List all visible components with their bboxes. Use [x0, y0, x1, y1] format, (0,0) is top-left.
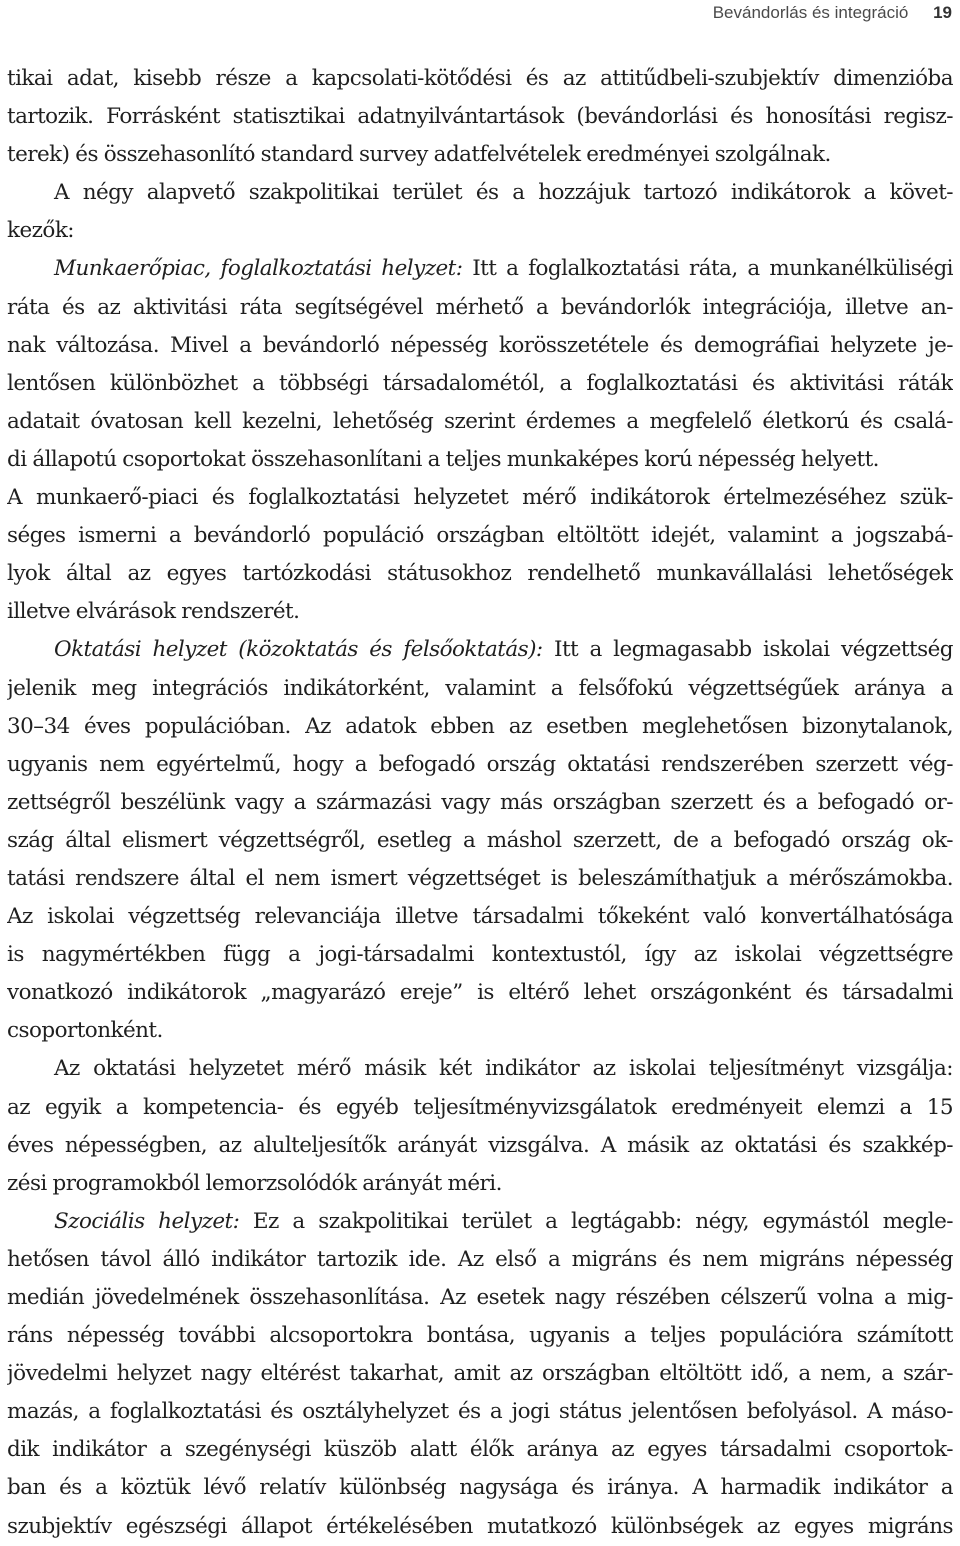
page-number: 19 — [933, 3, 952, 22]
text-line — [7, 1355, 953, 1393]
section-heading-italic: Munkaerőpiac, foglalkoztatási helyzet: — [54, 256, 463, 282]
line-text: vonatkozó indikátorok „magyarázó ereje” is eltérő lehet országonként és társadalmi — [7, 980, 953, 1006]
text-line — [7, 1469, 953, 1507]
line-text: ráta és az aktivitási ráta segítségével mérhető a bevándorlók integrációja, illetve an- — [7, 294, 953, 320]
line-text: ugyanis nem egyértelmű, hogy a befogadó ország oktatási rendszerében szerzett vég- — [7, 751, 953, 777]
line-text: nak változása. Mivel a bevándorló népesség korösszetétele és demográfiai helyzete je- — [7, 332, 953, 358]
line-text: jövedelmi helyzet nagy eltérést takarhat, amit az országban eltöltött idő, a nem, a szár- — [7, 1361, 953, 1387]
line-text: jelenik meg integrációs indikátorként, valamint a felsőfokú végzettségűek aránya a — [7, 675, 953, 701]
line-text: zettségről beszélünk vagy a származási vagy más országban szerzett és a befogadó or- — [7, 789, 953, 815]
line-text: csoportonként. — [7, 1018, 163, 1044]
text-line — [7, 1508, 953, 1546]
section-heading-italic: Oktatási helyzet (közoktatás és felsőoktatás): — [54, 637, 543, 663]
text-line — [7, 365, 953, 403]
line-text: Az oktatási helyzetet mérő másik két indikátor az iskolai teljesítményt vizsgálja: — [54, 1056, 953, 1082]
text-line — [7, 974, 953, 1012]
line-text: mazás, a foglalkoztatási és osztályhelyzet és a jogi státus jelentősen befolyásol. A máso- — [7, 1399, 953, 1425]
text-line — [7, 441, 953, 479]
text-line — [7, 860, 953, 898]
text-line — [7, 593, 953, 631]
text-line — [7, 784, 953, 822]
line-text: di állapotú csoportokat összehasonlítani a teljes munkaképes korú népesség helyett. — [7, 446, 879, 472]
text-line — [7, 289, 953, 327]
line-text: éves népességben, az alulteljesítők arányát vizsgálva. A másik az oktatási és szakkép- — [7, 1132, 953, 1158]
line-text: terek) és összehasonlító standard survey adatfelvételek eredményei szolgálnak. — [7, 142, 831, 168]
line-text: lyok által az egyes tartózkodási státusokhoz rendelhető munkavállalási lehetőségek — [7, 561, 953, 587]
line-text: zési programokból lemorzsolódók arányát méri. — [7, 1170, 502, 1196]
line-text: is nagymértékben függ a jogi-társadalmi kontextustól, így az iskolai végzettségre — [7, 942, 953, 968]
text-line — [7, 174, 953, 212]
line-text: hetősen távol álló indikátor tartozik ide. Az első a migráns és nem migráns népesség — [7, 1246, 953, 1272]
line-text: ráns népesség további alcsoportokra bontása, ugyanis a teljes populációra számított — [7, 1323, 953, 1349]
line-text: adatait óvatosan kell kezelni, lehetőség szerint érdemes a megfelelő életkorú és csalá- — [7, 408, 953, 434]
line-text: Itt a legmagasabb iskolai végzettség — [542, 637, 953, 663]
text-line — [7, 708, 953, 746]
text-line — [7, 403, 953, 441]
text-line — [7, 822, 953, 860]
line-text: Itt a foglalkoztatási ráta, a munkanélküliségi — [462, 256, 953, 282]
line-text: illetve elvárások rendszerét. — [7, 599, 300, 625]
line-text: szubjektív egészségi állapot értékelésében mutatkozó különbségek az egyes migráns — [7, 1513, 953, 1539]
text-line — [7, 1241, 953, 1279]
text-line — [7, 936, 953, 974]
line-text: 30–34 éves populációban. Az adatok ebben az esetben meglehetősen bizonytalanok, — [7, 713, 953, 739]
text-line — [7, 479, 953, 517]
line-text: tartozik. Forrásként statisztikai adatnyilvántartások (bevándorlási és honosítási regisz- — [7, 104, 953, 130]
text-line — [7, 1165, 953, 1203]
text-line — [7, 555, 953, 593]
section-heading-italic: Szociális helyzet: — [54, 1208, 240, 1234]
line-text: Ez a szakpolitikai terület a legtágabb: négy, egymástól megle- — [239, 1208, 953, 1234]
line-text: kezők: — [7, 218, 74, 244]
line-text: szág által elismert végzettségről, esetleg a máshol szerzett, de a befogadó ország ok- — [7, 827, 953, 853]
text-line — [7, 517, 953, 555]
line-text: az egyik a kompetencia- és egyéb teljesítményvizsgálatok eredményeit elemzi a 15 — [7, 1094, 953, 1120]
text-line — [7, 1012, 953, 1050]
running-header — [713, 3, 952, 23]
line-text: tikai adat, kisebb része a kapcsolati-kötődési és az attitűdbeli-szubjektív dimenzióba — [7, 66, 953, 91]
text-line — [7, 746, 953, 784]
running-title: Bevándorlás és integráció — [712, 3, 909, 22]
text-line — [7, 250, 953, 288]
line-text: ban és a köztük lévő relatív különbség nagysága és iránya. A harmadik indikátor a — [7, 1475, 953, 1501]
text-line — [7, 1393, 953, 1431]
line-text: dik indikátor a szegénységi küszöb alatt élők aránya az egyes társadalmi csoportok- — [7, 1437, 953, 1463]
text-line — [7, 1089, 953, 1127]
line-text: séges ismerni a bevándorló populáció országban eltöltött idejét, valamint a jogszabá- — [7, 523, 953, 549]
text-line — [7, 1317, 953, 1355]
text-line — [7, 98, 953, 136]
text-line — [7, 212, 953, 250]
text-line — [7, 1050, 953, 1088]
text-line — [7, 1127, 953, 1165]
text-line — [7, 136, 953, 174]
line-text: medián jövedelmének összehasonlítása. Az esetek nagy részében célszerű volna a mig- — [7, 1285, 953, 1310]
line-text: A munkaerő-piaci és foglalkoztatási helyzetet mérő indikátorok értelmezéséhez szük- — [7, 485, 953, 511]
line-text: Az iskolai végzettség relevanciája illetve társadalmi tőkeként való konvertálhatósága — [7, 904, 953, 930]
line-text: lentősen különbözhet a többségi társadalométól, a foglalkoztatási és aktivitási ráták — [7, 370, 953, 396]
text-line — [7, 670, 953, 708]
line-text: A négy alapvető szakpolitikai terület és a hozzájuk tartozó indikátorok a követ- — [54, 180, 953, 206]
text-line — [7, 327, 953, 365]
text-line — [7, 1203, 953, 1241]
body-text — [7, 60, 953, 1546]
text-line — [7, 631, 953, 669]
text-line — [7, 60, 953, 98]
line-text: tatási rendszere által el nem ismert végzettséget is beleszámíthatjuk a mérőszámokba. — [7, 865, 953, 891]
text-line — [7, 898, 953, 936]
text-line — [7, 1431, 953, 1469]
text-line — [7, 1279, 953, 1317]
